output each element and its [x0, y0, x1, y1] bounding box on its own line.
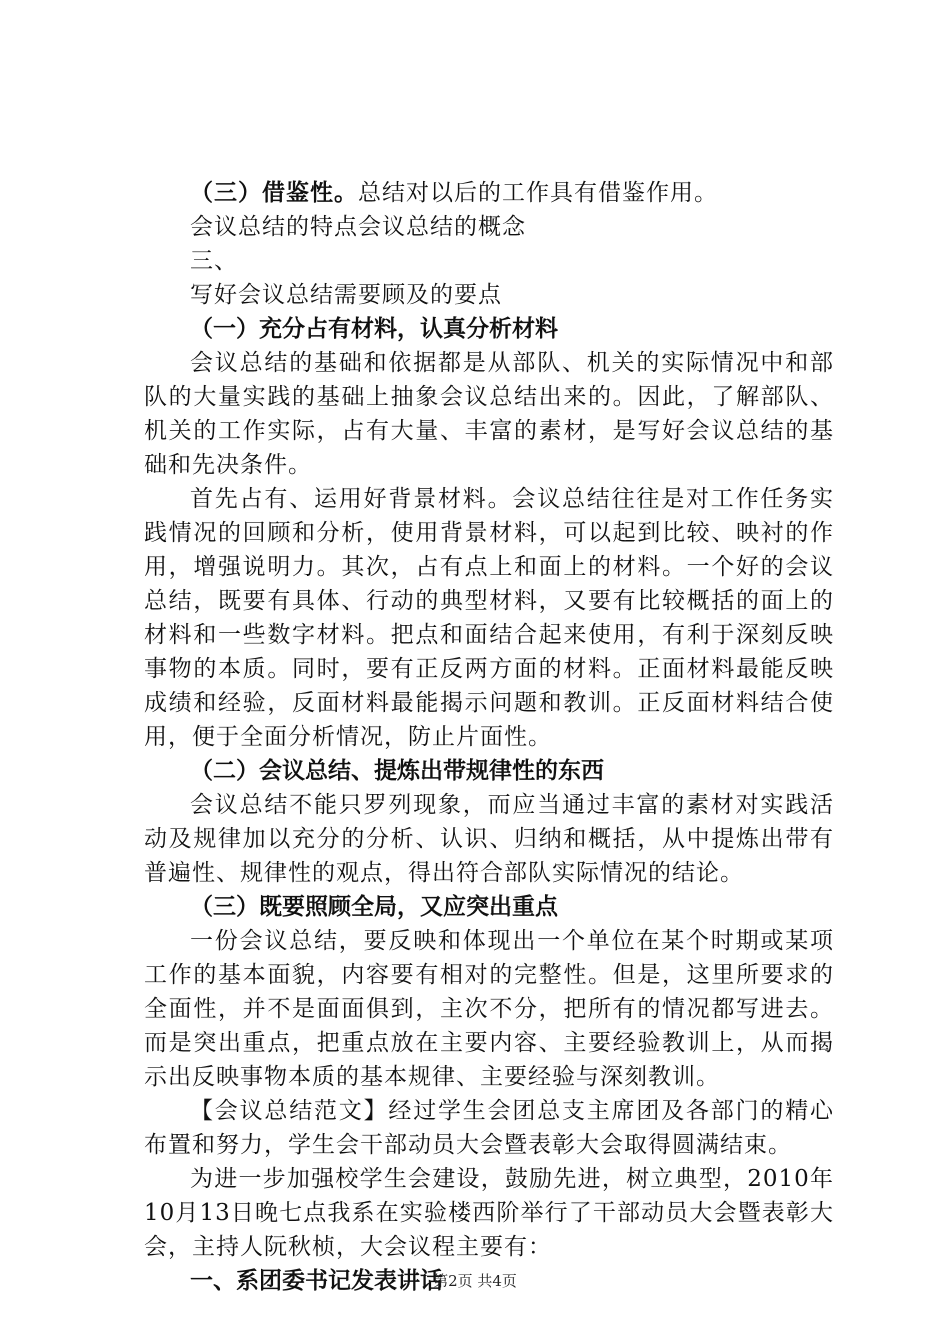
subheading-regularity: （二）会议总结、提炼出带规律性的东西: [190, 758, 604, 784]
paragraph: 一份会议总结，要反映和体现出一个单位在某个时期或某项工作的基本面貌，内容要有相对的完整性。但是，这里所要求的全面性，并不是面面俱到，主次不分，把所有的情况都写进去。而是突出重点，把重点放在主要内容、主要经验教训上，从而揭示出反映事物本质的基本规律、主要经验与深刻教训。: [144, 928, 834, 1090]
paragraph: 首先占有、运用好背景材料。会议总结往往是对工作任务实践情况的回顾和分析，使用背景材料，可以起到比较、映衬的作用，增强说明力。其次，占有点上和面上的材料。一个好的会议总结，既要有具体、行动的典型材料，又要有比较概括的面上的材料和一些数字材料。把点和面结合起来使用，有利于深刻反映事物的本质。同时，要有正反两方面的材料。正面材料最能反映成绩和经验，反面材料最能揭示问题和教训。正反面材料结合使用，便于全面分析情况，防止片面性。: [144, 486, 834, 750]
section-title-reference: （三）借鉴性。: [190, 180, 358, 206]
subheading-materials: （一）充分占有材料，认真分析材料: [190, 316, 558, 342]
paragraph: 会议总结的基础和依据都是从部队、机关的实际情况中和部队的大量实践的基础上抽象会议总结出来的。因此，了解部队、机关的工作实际，占有大量、丰富的素材，是写好会议总结的基础和先决条件。: [144, 350, 834, 478]
section-line-reference: [144, 176, 834, 210]
subheading-focus: （三）既要照顾全局，又应突出重点: [190, 894, 558, 920]
document-body: [144, 176, 834, 1298]
section-text-reference: 总结对以后的工作具有借鉴作用。: [358, 180, 718, 206]
section-number: 三、: [190, 248, 238, 274]
paragraph: 会议总结不能只罗列现象，而应当通过丰富的素材对实践活动及规律加以充分的分析、认识、归纳和概括，从中提炼出带有普遍性、规律性的观点，得出符合部队实际情况的结论。: [144, 792, 834, 886]
text-line: 会议总结的特点会议总结的概念: [190, 214, 526, 240]
section-title: 写好会议总结需要顾及的要点: [190, 282, 502, 308]
paragraph: 为进一步加强校学生会建设，鼓励先进，树立典型，2010年10月13日晚七点我系在实验楼西阶举行了干部动员大会暨表彰大会，主持人阮秋桢，大会议程主要有：: [144, 1166, 834, 1260]
subheading-speech: 一、系团委书记发表讲话: [190, 1268, 443, 1294]
paragraph: 【会议总结范文】经过学生会团总支主席团及各部门的精心布置和努力，学生会干部动员大会暨表彰大会取得圆满结束。: [144, 1098, 834, 1158]
page-footer: 第2页 共4页: [433, 1272, 517, 1290]
